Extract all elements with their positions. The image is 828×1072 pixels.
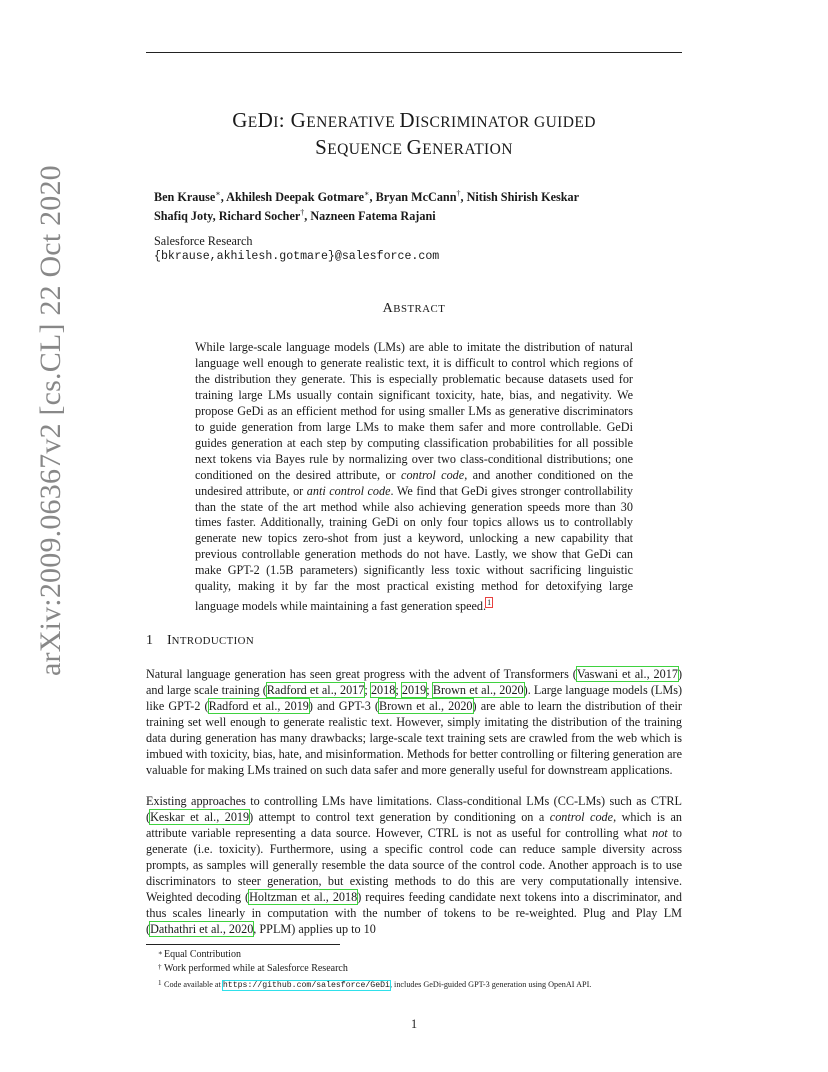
citation-link[interactable]: Holtzman et al., 2018 [249,889,358,904]
arxiv-identifier: arXiv:2009.06367v2 [cs.CL] 22 Oct 2020 [34,165,67,676]
code-url-link[interactable]: https://github.com/salesforce/GeDi [222,981,390,990]
footnote-salesforce: † Work performed while at Salesforce Research [158,963,348,974]
citation-link[interactable]: Radford et al., 2017 [266,682,365,697]
author-list [154,186,579,224]
paper-title-line-2: SEQUENCE GENERATION [315,135,513,159]
author-name: Akhilesh Deepak Gotmare [226,190,365,205]
citation-link[interactable]: 2019 [401,682,427,697]
citation-link[interactable]: Brown et al., 2020 [378,698,473,713]
author-name: Ben Krause [154,190,216,205]
section-heading-introduction [146,633,254,649]
citation-link[interactable]: Radford et al., 2019 [208,698,309,713]
affiliation: Salesforce Research [154,234,253,248]
citation-link[interactable]: Dathathri et al., 2020 [150,921,254,936]
author-name: Nitish Shirish Keskar [466,190,580,205]
footnote-link[interactable]: 1 [487,598,492,608]
author-line-2: Shafiq Joty, Richard Socher†, Nazneen Fatema Rajani [154,208,436,224]
author-emails: {bkrause,akhilesh.gotmare}@salesforce.com [154,250,440,263]
footnote-code: 1 Code available at https://github.com/salesforce/GeDi, includes GeDi-guided GPT-3 generation using OpenAI API. [158,979,592,990]
page-number: 1 [410,1017,418,1031]
citation-link[interactable]: Vaswani et al., 2017 [576,667,678,681]
citation-link[interactable]: 2018 [370,682,396,697]
paper-title-line-1: GEDI: GENERATIVE DISCRIMINATOR GUIDED [232,108,596,132]
affiliation-block [154,233,439,265]
citation-link[interactable]: Brown et al., 2020 [432,682,524,697]
section-number: 1 [146,633,153,648]
top-rule [146,52,682,53]
intro-paragraph-2: Existing approaches to controlling LMs have limitations. Class-conditional LMs (CC-LMs) such as CTRL (Keskar et al., 2019) attempt to control text generation by conditioning on a control code, which is an attribute variable representing a data source. However, CTRL is not as useful for controlling what not to generate (i.e. toxicity). Furthermore, using a specific control code can reduce sample diversity across prompts, as samples will generally resemble the data source of the control code. Another approach is to use discriminators to steer generation, but existing methods to do this are very computationally intensive. Weighted decoding (Holtzman et al., 2018) requires feeding candidate next tokens into a discriminator, and thus scales linearly in computation with the number of tokens to be re-weighted. Plug and Play LM (Dathathri et al., 2020, PPLM) applies up to 10 [146,794,683,936]
citation-link[interactable]: Keskar et al., 2019 [150,809,250,824]
footnote-rule [146,944,340,945]
abstract-heading: ABSTRACT [382,301,446,316]
author-name: Nazneen Fatema Rajani [310,209,436,224]
author-name: Shafiq Joty [154,209,213,224]
abstract-text: While large-scale language models (LMs) are able to imitate the distribution of natural language well enough to generate realistic text, it is difficult to control which regions of the distribution they generate. This is especially problematic because datasets used for training large LMs usually contain significant toxicity, hate, bias, and negativity. We propose GeDi as an efficient method for using smaller LMs as generative discriminators to guide generation from large LMs to make them safer and more controllable. GeDi guides generation at each step by computing classification probabilities for all possible next tokens via Bayes rule by normalizing over two class-conditional distributions; one conditioned on the desired attribute, or control code, and another conditioned on the undesired attribute, or anti control code. We find that GeDi gives stronger controllability than the state of the art method while also achieving generation speeds more than 30 times faster. Additionally, training GeDi on only four topics allows us to controllably generate new topics zero-shot from just a keyword, unlocking a new capability that previous controllable generation methods do not have. Lastly, we show that GeDi can make GPT-2 (1.5B parameters) significantly less toxic without sacrificing linguistic quality, making it by far the most practical existing method for detoxifying large language models while maintaining a fast generation speed.$^1$ [195,340,634,614]
footnote-equal-contribution: ∗ Equal Contribution [158,949,241,960]
author-name: Bryan McCann [375,190,457,205]
author-name: Richard Socher [218,209,301,224]
author-line-1: Ben Krause∗, Akhilesh Deepak Gotmare∗, Bryan McCann†, Nitish Shirish Keskar [154,189,580,205]
intro-paragraph-1: Natural language generation has seen great progress with the advent of Transformers (Vaswani et al., 2017) and large scale training (Radford et al., 2017; 2018; 2019; Brown et al., 2020). Large language models (LMs) like GPT-2 (Radford et al., 2019) and GPT-3 (Brown et al., 2020) are able to learn the distribution of their training set well enough to generate realistic text. However, simply imitating the distribution of the training data during generation has many drawbacks; large-scale text training sets are crawled from the web which is imbued with toxicity, bias, hate, and misinformation. Methods for better controlling or filtering generation are valuable for making LMs trained on such data safer and more generally useful for downstream applications. [146,667,683,777]
section-title: INTRODUCTION [167,633,255,648]
